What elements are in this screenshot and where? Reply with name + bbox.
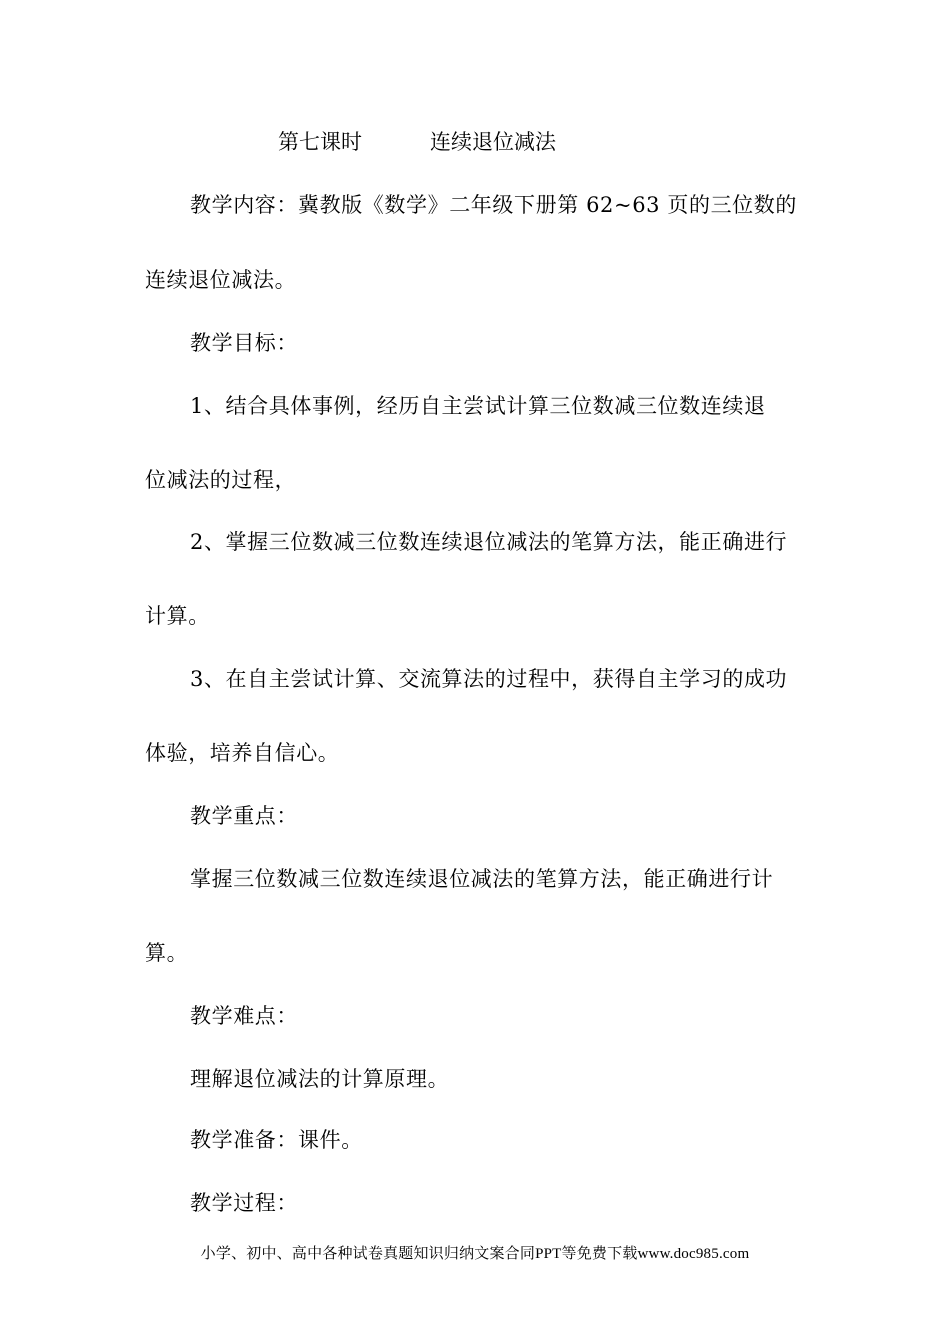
paragraph-line: 3、在自主尝试计算、交流算法的过程中，获得自主学习的成功	[190, 667, 788, 691]
lesson-title	[278, 128, 556, 156]
section-heading: 教学过程：	[190, 1191, 298, 1215]
paragraph-line: 算。	[145, 941, 189, 965]
paragraph-line: 计算。	[145, 604, 210, 628]
paragraph-line: 掌握三位数减三位数连续退位减法的笔算方法，能正确进行计	[190, 867, 774, 891]
paragraph-line: 教学内容：冀教版《数学》二年级下册第 62~63 页的三位数的	[190, 193, 797, 217]
paragraph-line: 位减法的过程，	[145, 468, 297, 492]
section-heading: 教学准备：课件。	[190, 1128, 363, 1152]
lesson-topic: 连续退位减法	[430, 130, 556, 154]
section-heading: 教学难点：	[190, 1004, 298, 1028]
lesson-number: 第七课时	[278, 130, 362, 154]
paragraph-line: 1、结合具体事例，经历自主尝试计算三位数减三位数连续退	[190, 394, 766, 418]
paragraph-line: 理解退位减法的计算原理。	[190, 1067, 450, 1091]
section-heading: 教学重点：	[190, 804, 298, 828]
paragraph-line: 2、掌握三位数减三位数连续退位减法的笔算方法，能正确进行	[190, 530, 788, 554]
paragraph-line: 连续退位减法。	[145, 268, 297, 292]
page-footer: 小学、初中、高中各种试卷真题知识归纳文案合同PPT等免费下载www.doc985.com	[200, 1246, 750, 1262]
paragraph-line: 体验，培养自信心。	[145, 741, 340, 765]
section-heading: 教学目标：	[190, 331, 298, 355]
